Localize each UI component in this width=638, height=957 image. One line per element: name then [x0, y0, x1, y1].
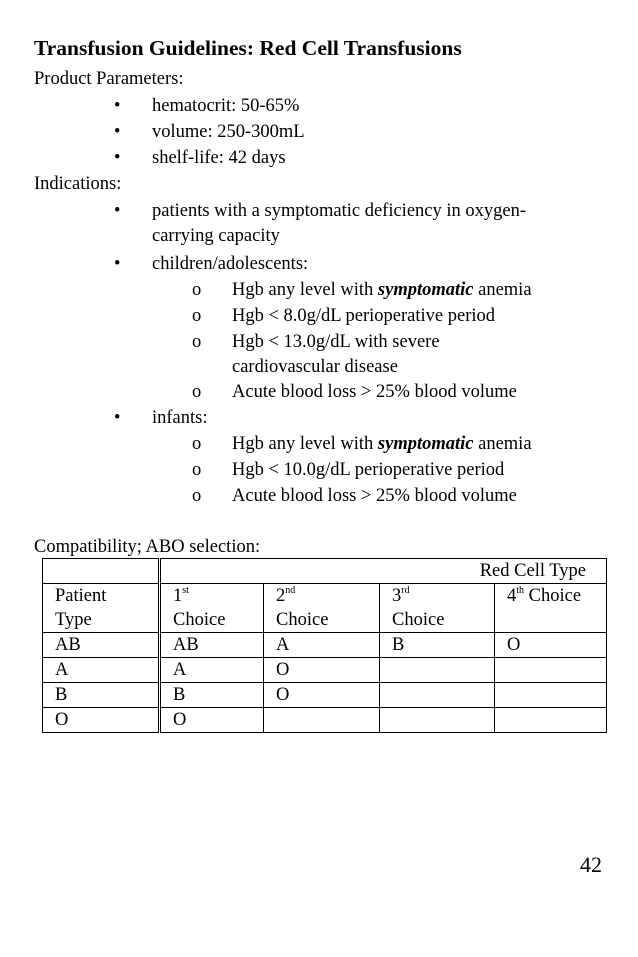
- abo-compatibility-table: [42, 558, 607, 733]
- choice-header: 3rd Choice: [380, 584, 495, 633]
- table-group-header-row: [43, 559, 607, 584]
- compatibility-heading: Compatibility; ABO selection:: [34, 537, 261, 557]
- table-cell: A: [43, 658, 160, 683]
- page-number: 42: [580, 852, 602, 877]
- page-title: Transfusion Guidelines: Red Cell Transfusions: [34, 36, 462, 60]
- table-header-row: [43, 584, 607, 633]
- table-row: [43, 683, 607, 708]
- children-sub-item: Hgb < 8.0g/dL perioperative period: [232, 306, 496, 326]
- bullet-icon: •: [114, 122, 121, 142]
- indication-item-cont: carrying capacity: [152, 226, 280, 246]
- choice-header: 1st Choice: [160, 584, 264, 633]
- choice-header: 4th Choice: [495, 584, 607, 633]
- table-cell: O: [264, 658, 380, 683]
- infants-sub-item: Hgb any level with symptomatic anemia: [232, 434, 532, 454]
- bullet-icon: •: [114, 148, 121, 168]
- sub-bullet-icon: o: [192, 434, 202, 454]
- infants-label: infants:: [152, 408, 208, 428]
- sub-bullet-icon: o: [192, 280, 202, 300]
- children-sub-item-cont: cardiovascular disease: [232, 357, 398, 377]
- table-cell: A: [264, 633, 380, 658]
- table-cell: O: [160, 708, 264, 733]
- table-row: [43, 708, 607, 733]
- table-cell: O: [43, 708, 160, 733]
- table-cell: O: [495, 633, 607, 658]
- table-cell: [495, 658, 607, 683]
- children-sub-item: Hgb < 13.0g/dL with severe: [232, 332, 440, 352]
- product-item: volume: 250-300mL: [152, 122, 305, 142]
- sub-bullet-icon: o: [192, 460, 202, 480]
- product-item: hematocrit: 50-65%: [152, 96, 300, 116]
- table-row: [43, 658, 607, 683]
- children-sub-item: Acute blood loss > 25% blood volume: [232, 382, 517, 402]
- table-cell: [380, 683, 495, 708]
- bullet-icon: •: [114, 201, 121, 221]
- table-cell: [264, 708, 380, 733]
- sub-bullet-icon: o: [192, 332, 202, 352]
- patient-type-header: Patient Type: [43, 584, 160, 633]
- children-label: children/adolescents:: [152, 254, 309, 274]
- table-cell: B: [43, 683, 160, 708]
- indication-item: patients with a symptomatic deficiency in oxygen-: [152, 201, 527, 221]
- infants-sub-item: Hgb < 10.0g/dL perioperative period: [232, 460, 505, 480]
- children-sub-item: Hgb any level with symptomatic anemia: [232, 280, 532, 300]
- sub-bullet-icon: o: [192, 306, 202, 326]
- choice-header: 2nd Choice: [264, 584, 380, 633]
- bullet-icon: •: [114, 96, 121, 116]
- product-item: shelf-life: 42 days: [152, 148, 286, 168]
- table-cell: [380, 658, 495, 683]
- product-parameters-heading: Product Parameters:: [34, 69, 184, 89]
- sub-bullet-icon: o: [192, 486, 202, 506]
- table-cell: B: [380, 633, 495, 658]
- table-cell: [495, 708, 607, 733]
- table-cell: O: [264, 683, 380, 708]
- bullet-icon: •: [114, 408, 121, 428]
- table-cell: [495, 683, 607, 708]
- sub-bullet-icon: o: [192, 382, 202, 402]
- table-cell: [43, 559, 160, 584]
- table-cell: A: [160, 658, 264, 683]
- table-cell: AB: [160, 633, 264, 658]
- red-cell-type-header: Red Cell Type: [160, 559, 607, 584]
- table-cell: B: [160, 683, 264, 708]
- table-row: [43, 633, 607, 658]
- infants-sub-item: Acute blood loss > 25% blood volume: [232, 486, 517, 506]
- bullet-icon: •: [114, 254, 121, 274]
- table-cell: [380, 708, 495, 733]
- indications-heading: Indications:: [34, 174, 122, 194]
- table-cell: AB: [43, 633, 160, 658]
